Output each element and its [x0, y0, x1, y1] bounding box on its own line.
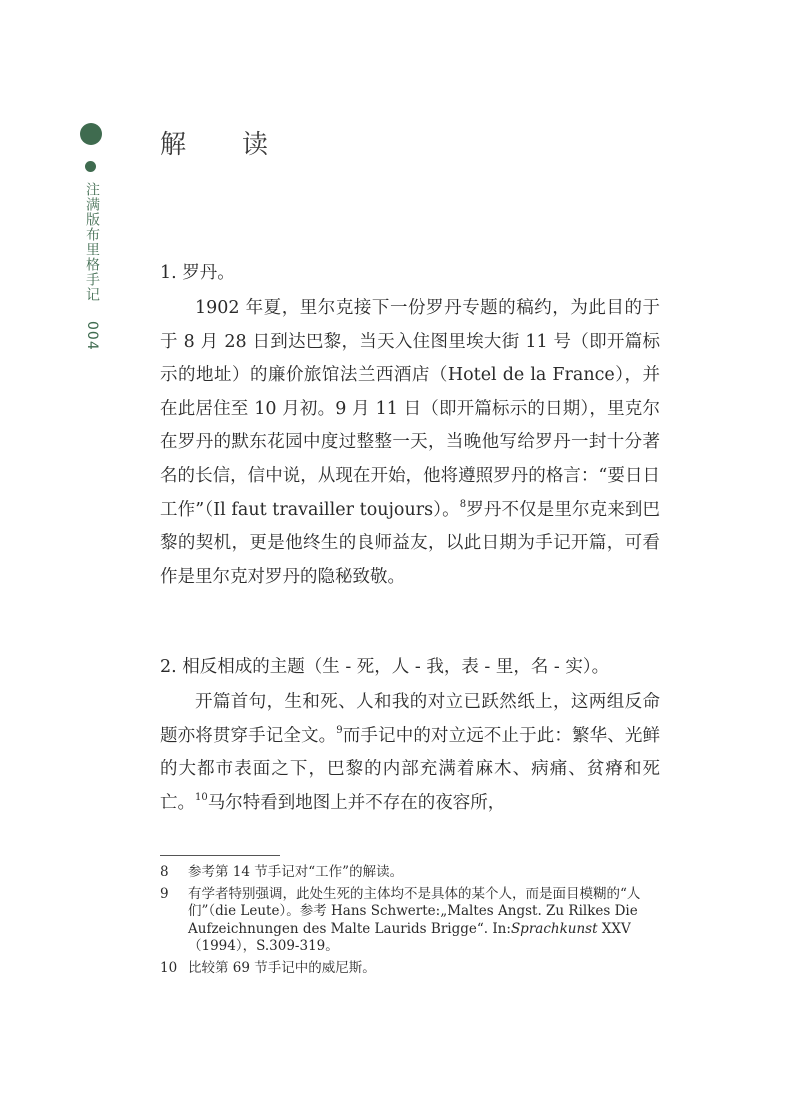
book-title: 注满版布里格手记 [84, 182, 100, 302]
paragraph-text: 马尔特看到地图上并不存在的夜容所， [207, 792, 506, 813]
paragraph-text: 而手记中的对立远不止于此：繁华、光鲜的大都市表面之下，巴黎的内部充满着麻木、病痛、贫瘠和死亡。 [160, 725, 661, 813]
footnote-ref[interactable]: 9 [336, 724, 343, 736]
paragraph-text: 开篇首句，生和死、人和我的对立已跃然纸上，这两组反命题亦将贯穿手记全文。 [160, 692, 660, 746]
commentary-section-2 [160, 652, 660, 820]
footnote [160, 886, 662, 956]
footnote [160, 864, 662, 882]
footnote-ref[interactable]: 8 [459, 498, 467, 510]
paragraph-text: 1902 年夏，里尔克接下一份罗丹专题的稿约，为此目的于于 8 月 28 日到达巴黎，当天入住图里埃大街 11 号（即开篇标示的地址）的廉价旅馆法兰西酒店（Hotel de la France），并在此居住至 10 月初。9 月 11 日（即开篇标示的日期），里克尔在罗丹的默东花园中度过整整一天，当晚他写给罗丹一封十分著名的长信，信中说，从现在开始，他将遵照罗丹的格言：“要日日工作”（Il faut travailler toujours）。 [160, 298, 660, 520]
paragraph [160, 686, 660, 820]
section-heading: 2. 相反相成的主题（生 - 死，人 - 我，表 - 里，名 - 实）。 [160, 657, 610, 677]
footnote-number: 8 [160, 864, 169, 880]
footnote-number: 10 [160, 959, 178, 976]
footnotes [160, 860, 662, 977]
page-number: 004 [84, 321, 100, 352]
running-header [82, 182, 102, 351]
section-heading: 1. 罗丹。 [160, 263, 235, 283]
footnote-text: 有学者特别强调，此处生死的主体均不是具体的某个人，而是面目模糊的“人们”（die Leute）。参考 Hans Schwerte:„Maltes Angst. Zu Rilkes Die Aufzeichnungen des Malte Laurids Brigge“. In: [188, 885, 641, 937]
footnote-text-block [188, 886, 662, 956]
footnote-divider [160, 855, 280, 856]
footnote-text: 比较第 69 节手记中的威尼斯。 [188, 959, 376, 976]
paragraph-text: 罗丹不仅是里尔克来到巴黎的契机，更是他终生的良师益友，以此日期为手记开篇，可看作是里尔克对罗丹的隐秘致敬。 [160, 499, 660, 587]
decorative-dot-large [80, 123, 102, 145]
decorative-dot-small [85, 161, 96, 172]
commentary-section-1 [160, 258, 660, 594]
footnote [160, 960, 662, 978]
footnote-ref[interactable]: 10 [195, 791, 208, 803]
footnote-number: 9 [160, 885, 169, 902]
footnote-text-rest: XXV（1994），S.309-319。 [188, 920, 631, 954]
footnote-text: 参考第 14 节手记对“工作”的解读。 [188, 864, 404, 880]
section-title: 解读 [160, 130, 325, 160]
paragraph [160, 292, 660, 594]
journal-title: Sprachkunst [510, 920, 598, 937]
